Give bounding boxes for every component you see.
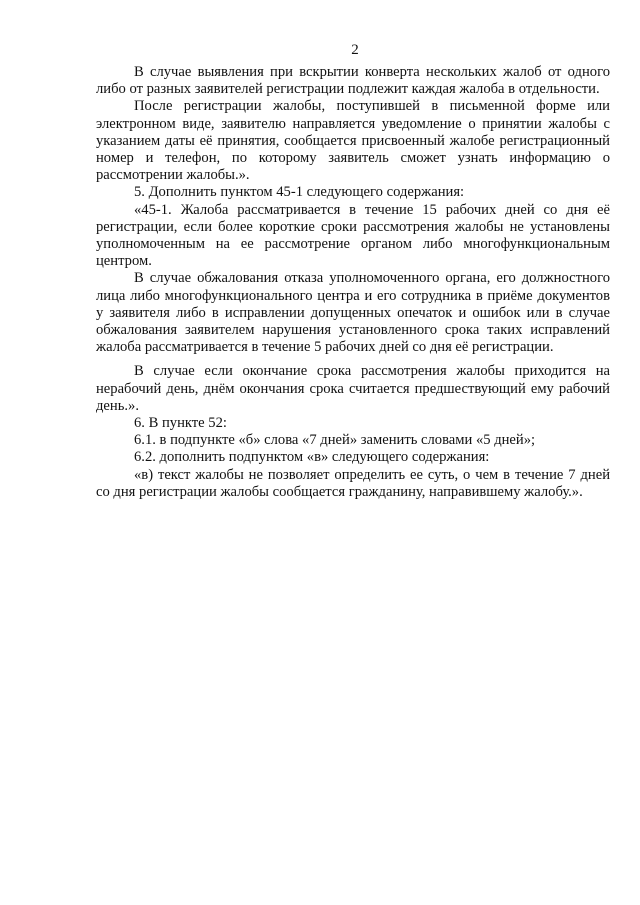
paragraph-refusal-appeal: В случае обжалования отказа уполномоченного органа, его должностного лица либо многофункционального центра и его сотрудника в приёме документов у заявителя либо в исправлении допущенных опечаток и ошибок или в случае обжалования заявителем нарушения установленного срока таких исправлений жалоба рассматривается в течение 5 рабочих дней со дня её регистрации. [96, 270, 610, 356]
page-number: 2 [351, 42, 359, 58]
paragraph-subitem-v: «в) текст жалобы не позволяет определить ее суть, о чем в течение 7 дней со дня регистрации жалобы сообщается гражданину, направившему жалобу.». [96, 466, 610, 500]
paragraph-item-6-1: 6.1. в подпункте «б» слова «7 дней» заменить словами «5 дней»; [134, 432, 536, 449]
paragraph-item-6-2: 6.2. дополнить подпунктом «в» следующего содержания: [134, 449, 490, 466]
paragraph-45-1: «45-1. Жалоба рассматривается в течение 15 рабочих дней со дня её регистрации, если более короткие сроки рассмотрения жалобы не установлены уполномоченным на ее рассмотрение органом либо многофункциональным центром. [96, 201, 610, 270]
paragraph-nonworking-day: В случае если окончание срока рассмотрения жалобы приходится на нерабочий день, днём окончания срока считается предшествующий ему рабочий день.». [96, 363, 610, 414]
paragraph-item-6: 6. В пункте 52: [134, 415, 227, 432]
paragraph-registration-notice: После регистрации жалобы, поступившей в письменной форме или электронном виде, заявителю направляется уведомление о принятии жалобы с указанием даты её принятия, сообщается присвоенный жалобе регистрационный номер и телефон, по которому заявитель сможет узнать информацию о рассмотрении жалобы.». [96, 98, 610, 184]
document-body [96, 64, 610, 501]
paragraph-multiple-complaints: В случае выявления при вскрытии конверта нескольких жалоб от одного либо от разных заявителей регистрации подлежит каждая жалоба в отдельности. [96, 64, 610, 98]
paragraph-item-5: 5. Дополнить пунктом 45-1 следующего содержания: [134, 184, 465, 201]
